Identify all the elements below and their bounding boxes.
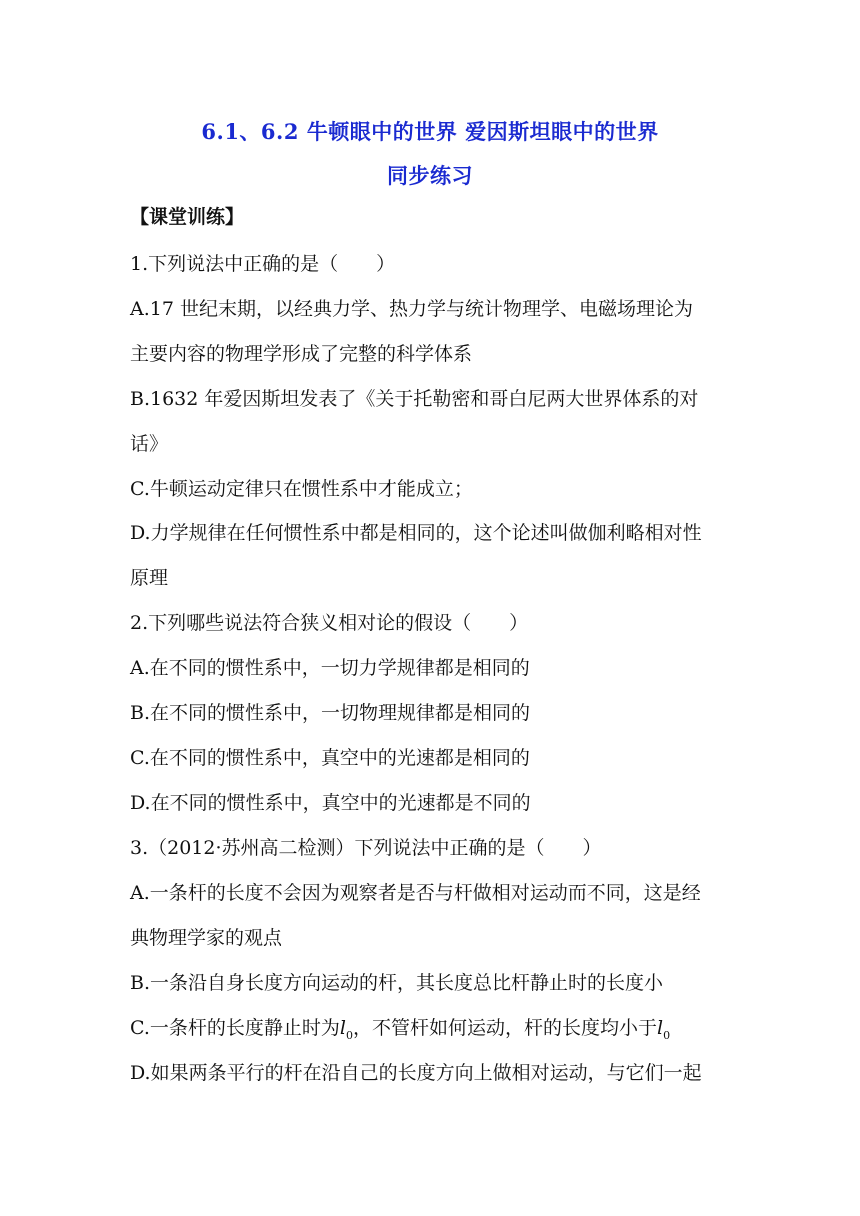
question-1-option-a: A.17 世纪末期，以经典力学、热力学与统计物理学、电磁场理论为: [130, 298, 693, 320]
question-1-stem: 1.下列说法中正确的是（ ）: [130, 253, 396, 275]
question-3-option-c-text: C.一条杆的长度静止时为: [130, 1017, 340, 1039]
question-3-option-a: A.一条杆的长度不会因为观察者是否与杆做相对运动而不同，这是经: [130, 882, 701, 904]
length-subscript: 0: [345, 1028, 353, 1042]
question-1-option-c: C.牛顿运动定律只在惯性系中才能成立；: [130, 478, 473, 500]
question-3-option-a-cont: 典物理学家的观点: [130, 927, 283, 949]
question-2-option-a: A.在不同的惯性系中，一切力学规律都是相同的: [130, 657, 530, 679]
question-1-option-d: D.力学规律在任何惯性系中都是相同的，这个论述叫做伽利略相对性: [130, 522, 702, 544]
question-1-option-a-cont: 主要内容的物理学形成了完整的科学体系: [130, 343, 473, 365]
length-subscript-2: 0: [663, 1028, 671, 1042]
question-3-option-d: D.如果两条平行的杆在沿自己的长度方向上做相对运动，与它们一起: [130, 1062, 702, 1084]
question-2-option-b: B.在不同的惯性系中，一切物理规律都是相同的: [130, 702, 531, 724]
document-subtitle: 同步练习: [387, 163, 473, 188]
question-2-option-c: C.在不同的惯性系中，真空中的光速都是相同的: [130, 747, 530, 769]
section-heading: 【课堂训练】: [130, 206, 245, 228]
question-2-stem: 2.下列哪些说法符合狭义相对论的假设（ ）: [130, 612, 529, 634]
question-3-option-b: B.一条沿自身长度方向运动的杆，其长度总比杆静止时的长度小: [130, 972, 664, 994]
length-variable: l: [339, 1017, 346, 1039]
question-3-stem: 3.（2012·苏州高二检测）下列说法中正确的是（ ）: [130, 837, 602, 859]
question-3-option-c-text-2: ，不管杆如何运动，杆的长度均小于: [352, 1017, 657, 1039]
question-1-option-b-cont: 话》: [130, 433, 169, 455]
question-2-option-d: D.在不同的惯性系中，真空中的光速都是不同的: [130, 792, 531, 814]
document-title: 6.1、6.2 牛顿眼中的世界 爱因斯坦眼中的世界: [201, 119, 659, 144]
length-variable-2: l: [657, 1017, 664, 1039]
question-1-option-d-cont: 原理: [130, 567, 169, 589]
question-1-option-b: B.1632 年爱因斯坦发表了《关于托勒密和哥白尼两大世界体系的对: [130, 388, 699, 410]
question-3-option-c: [130, 1016, 670, 1048]
